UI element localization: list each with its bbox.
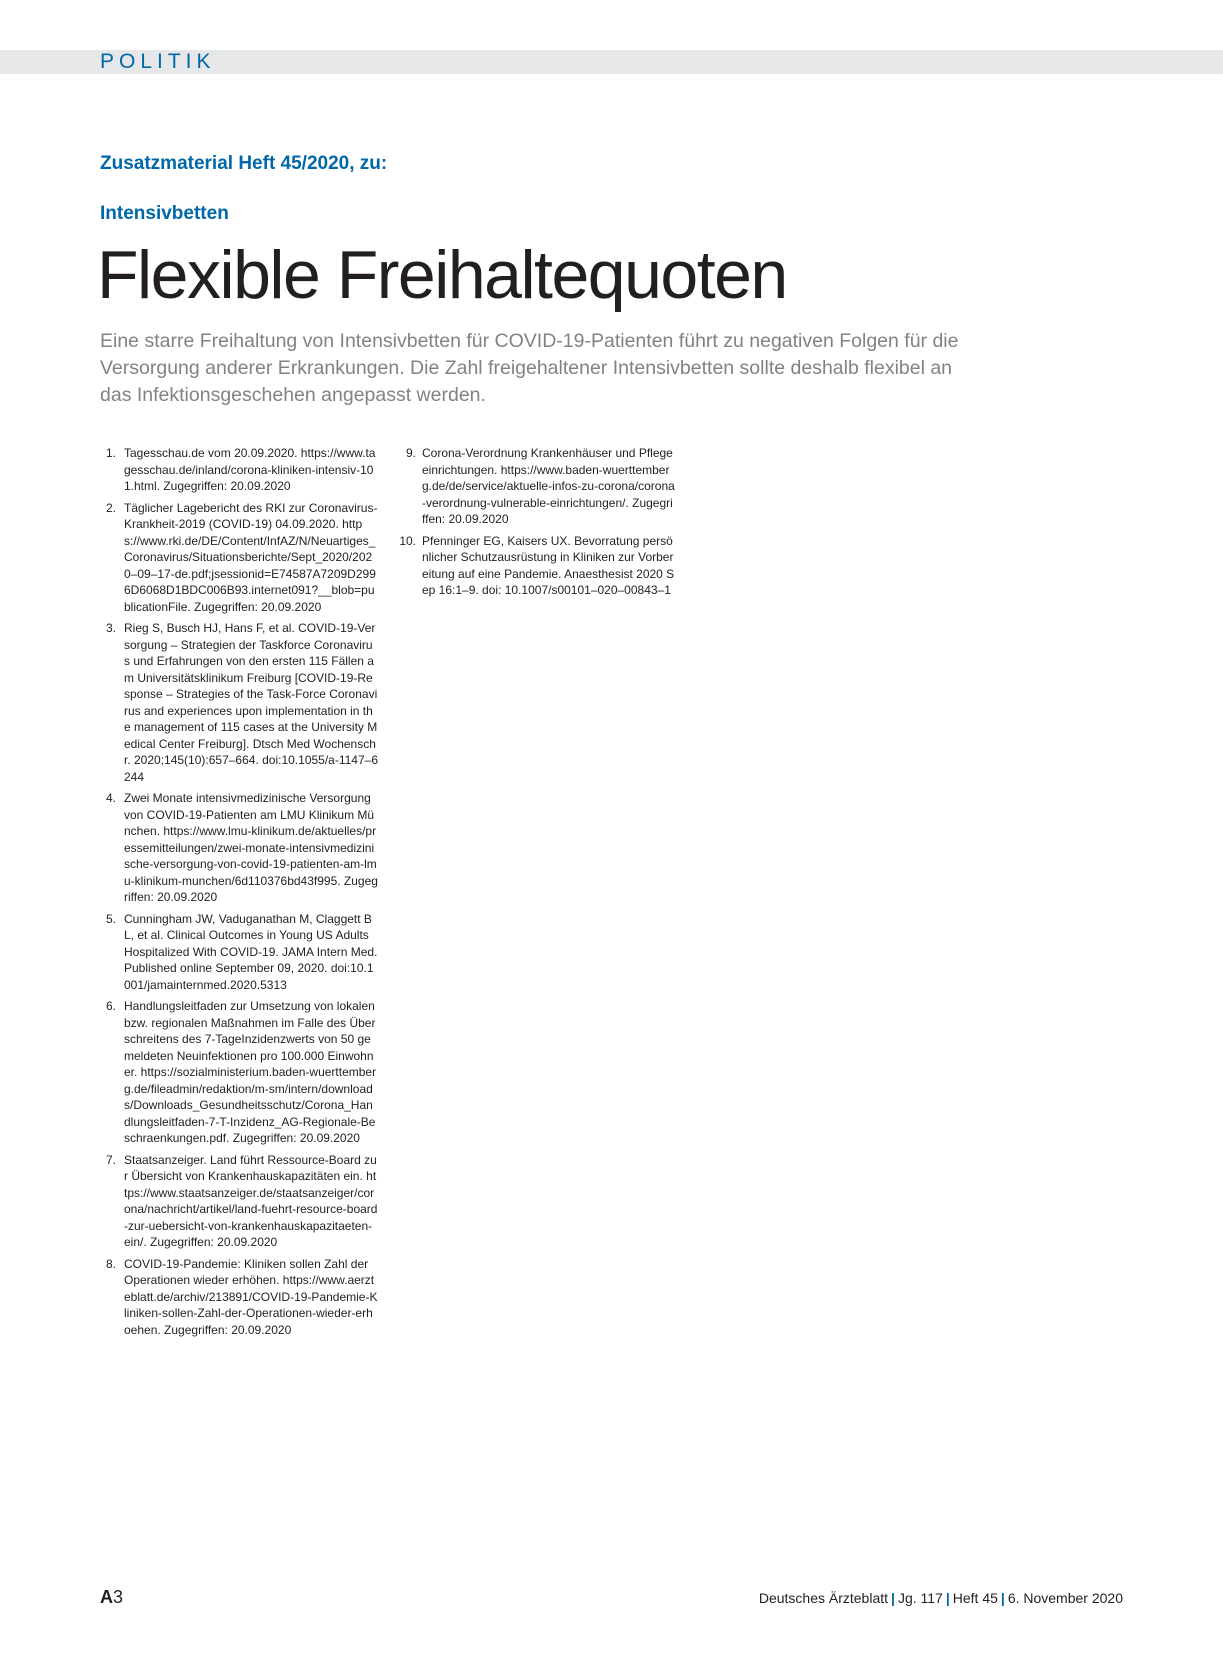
reference-list-left	[100, 445, 378, 1343]
reference-number: 5.	[105, 911, 116, 926]
journal-volume: Jg. 117	[897, 1590, 943, 1606]
footer-source	[759, 1590, 1123, 1606]
reference-text: Tagesschau.de vom 20.09.2020. https://www.tagesschau.de/inland/corona-kliniken-intensiv-101.html. Zugegriffen: 20.09.2020	[124, 446, 376, 493]
reference-number: 10.	[399, 533, 416, 548]
reference-text: Rieg S, Busch HJ, Hans F, et al. COVID-19-Versorgung – Strategien der Taskforce Coronavirus und Erfahrungen von den ersten 115 Fällen am Universitätsklinikum Freiburg [COVID-19-Response – Strategies of the Task-Force Coronavirus and experiences upon implementation in the management of 115 cases at the University Medical Center Freiburg]. Dtsch Med Wochenschr. 2020;145(10):657–664. doi:10.1055/a-1147–6244	[124, 621, 378, 784]
reference-item	[100, 998, 378, 1147]
journal-issue: Heft 45	[952, 1590, 998, 1606]
supplement-note: Zusatzmaterial Heft 45/2020, zu:	[100, 153, 388, 174]
article-title: Flexible Freihaltequoten	[97, 237, 787, 313]
article-lead: Eine starre Freihaltung von Intensivbetten für COVID-19-Patienten führt zu negativen Folgen für die Versorgung anderer Erkrankungen. Die Zahl freigehaltener Intensivbetten sollte deshalb flexibel an das Infektionsgeschehen angepasst werden.	[100, 330, 959, 406]
reference-number: 1.	[105, 446, 116, 460]
reference-item	[100, 1256, 378, 1339]
reference-text: Corona-Verordnung Krankenhäuser und Pflegeeinrichtungen. https://www.baden-wuerttemberg.de/de/service/aktuelle-infos-zu-corona/corona-verordnung-vulnerable-einrichtungen/. Zugegriffen: 20.09.2020	[422, 446, 675, 526]
reference-item	[398, 533, 676, 599]
reference-text: Staatsanzeiger. Land führt Ressource-Board zur Übersicht von Krankenhauskapazitäten ein. https://www.staatsanzeiger.de/staatsanzeiger/corona/nachricht/artikel/land-fuehrt-resource-board-zur-uebersicht-von-krankenhauskapazitaeten-ein/. Zugegriffen: 20.09.2020	[124, 1152, 378, 1249]
reference-number: 6.	[105, 999, 116, 1013]
reference-text: COVID-19-Pandemie: Kliniken sollen Zahl der Operationen wieder erhöhen. https://www.aerzteblatt.de/archiv/213891/COVID-19-Pandemie-Kliniken-sollen-Zahl-der-Operationen-wieder-erhoehen. Zugegriffen: 20.09.2020	[124, 1256, 378, 1337]
separator: |	[1000, 1590, 1005, 1606]
reference-number: 7.	[105, 1152, 116, 1167]
reference-number: 9.	[405, 446, 416, 460]
reference-text: Täglicher Lagebericht des RKI zur Coronavirus-Krankheit-2019 (COVID-19) 04.09.2020. https://www.rki.de/DE/Content/InfAZ/N/Neuartiges_Coronavirus/Situationsberichte/Sept_2020/2020–09–17-de.pdf;jsessionid=E74587A7209D2996D6068D1BDC006B93.internet091?__blob=publicationFile. Zugegriffen: 20.09.2020	[124, 500, 378, 614]
reference-item	[100, 500, 378, 616]
page-number-value: 3	[113, 1587, 124, 1607]
separator: |	[891, 1590, 895, 1606]
article-kicker: Intensivbetten	[100, 203, 229, 224]
reference-item	[100, 1152, 378, 1251]
reference-text: Handlungsleitfaden zur Umsetzung von lokalen bzw. regionalen Maßnahmen im Falle des Überschreitens des 7-TageInzidenzwerts von 50 gemeldeten Neuinfektionen pro 100.000 Einwohner. https://sozialministerium.baden-wuerttemberg.de/fileadmin/redaktion/m-sm/intern/downloads/Downloads_Gesundheitsschutz/Corona_Handlungsleitfaden-7-T-Inzidenz_AG-Regionale-Beschraenkungen.pdf. Zugegriffen: 20.09.2020	[124, 999, 377, 1145]
reference-item	[100, 790, 378, 906]
reference-item	[100, 620, 378, 785]
reference-text: Pfenninger EG, Kaisers UX. Bevorratung persönlicher Schutzausrüstung in Kliniken zur Vorbereitung auf eine Pandemie. Anaesthesist 2020 Sep 16:1–9. doi: 10.1007/s00101–020–00843–1	[422, 533, 675, 597]
separator: |	[945, 1590, 950, 1606]
reference-number: 8.	[105, 1256, 116, 1271]
reference-item	[398, 445, 676, 528]
journal-name: Deutsches Ärzteblatt	[758, 1590, 889, 1606]
reference-number: 3.	[105, 621, 116, 635]
reference-item	[100, 445, 378, 495]
section-label: POLITIK	[100, 50, 216, 73]
reference-text: Cunningham JW, Vaduganathan M, Claggett BL, et al. Clinical Outcomes in Young US Adults Hospitalized With COVID-19. JAMA Intern Med. Published online September 09, 2020. doi:10.1001/jamainternmed.2020.5313	[124, 911, 378, 992]
reference-text: Zwei Monate intensivmedizinische Versorgung von COVID-19-Patienten am LMU Klinikum München. https://www.lmu-klinikum.de/aktuelles/pressemitteilungen/zwei-monate-intensivmedizinische-versorgung-von-covid-19-patienten-am-lmu-klinikum-munchen/6d110376bd43f995. Zugegriffen: 20.09.2020	[124, 791, 378, 904]
page-number	[100, 1587, 123, 1608]
reference-number: 2.	[105, 500, 116, 515]
page-prefix: A	[100, 1587, 113, 1607]
reference-list-right	[398, 445, 676, 604]
issue-date: 6. November 2020	[1007, 1590, 1123, 1606]
reference-item	[100, 911, 378, 994]
reference-number: 4.	[105, 791, 116, 805]
